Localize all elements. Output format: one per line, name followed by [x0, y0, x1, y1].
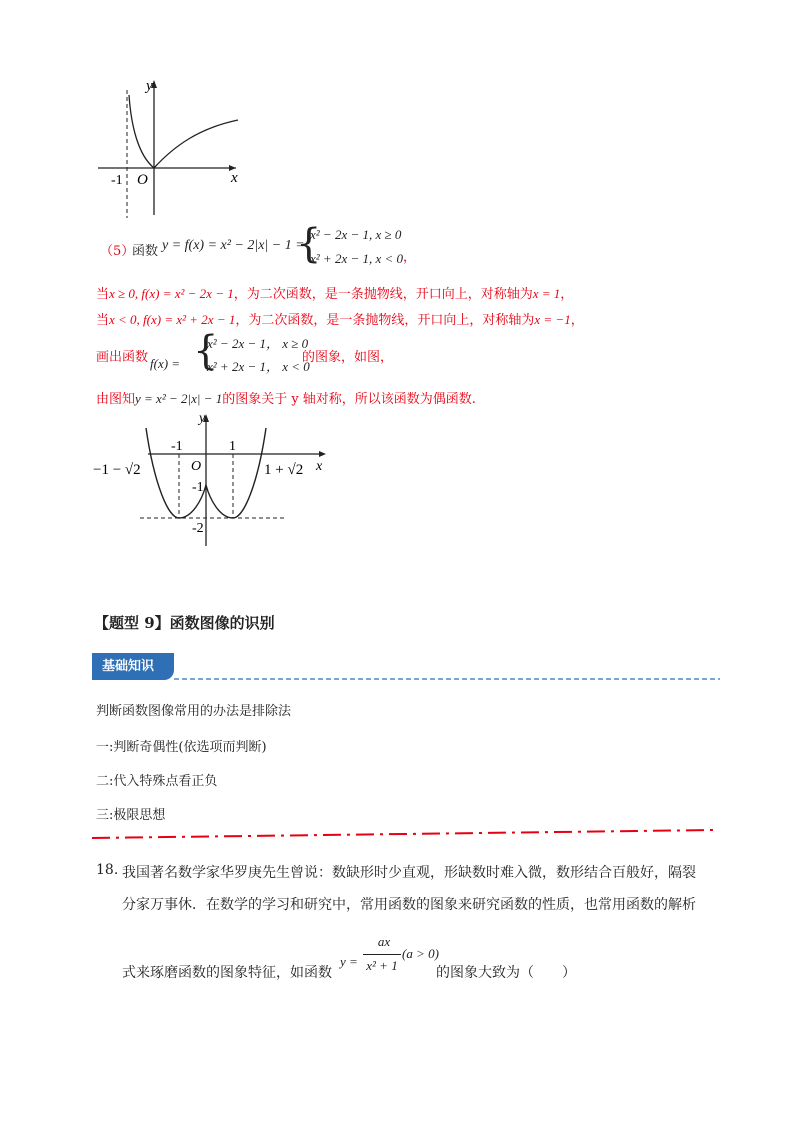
explain-line2-prefix: 当	[96, 313, 110, 328]
red-divider	[92, 828, 716, 840]
explain-line4-text: 的图象关于 y 轴对称，所以该函数为偶函数.	[222, 392, 476, 407]
item5-case2: x² + 2x − 1, x < 0	[310, 251, 404, 266]
explain-line4-math: y = x² − 2|x| − 1	[135, 391, 223, 406]
explain-line3-f: f(x) =	[150, 356, 181, 371]
curve-left-branch	[129, 95, 154, 168]
explain-line4-prefix: 由图知	[96, 392, 136, 407]
explain-line2-math: x < 0, f(x) = x² + 2x − 1	[109, 312, 236, 327]
graph2-origin-label: O	[191, 459, 202, 474]
item5-number: （5）	[100, 244, 135, 259]
explain-line2-text: ，为二次函数，是一条抛物线，开口向上，对称轴为	[235, 313, 535, 328]
explain-line3-suffix: 的图象，如图，	[302, 350, 394, 365]
graph2-x-axis-arrow-icon	[319, 451, 326, 457]
item5-end-comma: ，	[403, 250, 417, 265]
knowledge-item-2: 二:代入特殊点看正负	[96, 774, 218, 789]
question-line-1: 我国著名数学家华罗庚先生曾说：数缺形时少直观，形缺数时难入微，数形结合百般好，隔裂	[122, 865, 696, 881]
item5-expr: y = f(x) = x² − 2|x| − 1 =	[162, 238, 305, 253]
question-frac-lhs: y =	[340, 954, 358, 969]
graph2-right-root-label: 1 + √2	[264, 462, 304, 478]
knowledge-item-3: 三:极限思想	[96, 808, 166, 823]
graph2-y-label: y	[199, 411, 206, 426]
explain-line3-brace: {	[193, 328, 219, 374]
graph-2	[88, 408, 338, 548]
graph1-neg-one-label: -1	[111, 173, 123, 188]
explain-line1-end: ，	[560, 287, 574, 302]
explain-line3-case1: x² − 2x − 1， x ≥ 0	[207, 336, 309, 351]
graph1-y-label: y	[146, 78, 153, 94]
item5-brace: {	[296, 221, 322, 267]
explain-line1-axis: x = 1	[532, 286, 561, 301]
graph1-origin-label: O	[137, 172, 148, 188]
explain-line-1	[96, 283, 573, 302]
question-frac-num: ax	[377, 934, 391, 949]
graph1-x-label: x	[231, 170, 238, 186]
question-line-3-suffix: 的图象大致为（ ）	[436, 965, 576, 981]
badge-divider	[174, 676, 720, 682]
explain-line3-case2: x² + 2x − 1， x < 0	[207, 359, 310, 374]
section-heading: 【题型 9】函数图像的识别	[94, 614, 275, 632]
explain-line2-end: ，	[570, 313, 584, 328]
knowledge-badge: 基础知识	[92, 653, 174, 680]
question-line-2: 分家万事休．在数学的学习和研究中，常用函数的图象来研究函数的性质，也常用函数的解析	[122, 897, 696, 913]
explain-line1-text: ，为二次函数，是一条抛物线，开口向上，对称轴为	[233, 287, 533, 302]
explain-line2-axis: x = −1	[534, 312, 571, 327]
explain-line1-prefix: 当	[96, 287, 110, 302]
curve-right-branch	[154, 120, 238, 168]
graph2-y-neg-two-label: -2	[192, 521, 204, 536]
question-frac-bar	[363, 954, 401, 955]
question-frac-cond: (a > 0)	[402, 946, 439, 961]
knowledge-item-1: 一:判断奇偶性(依选项而判断)	[96, 740, 267, 755]
red-divider-line	[92, 830, 714, 838]
item5-func-word: 函数	[132, 244, 159, 259]
graph2-x-label: x	[316, 459, 323, 474]
explain-line-2	[96, 309, 584, 328]
explain-line1-math: x ≥ 0, f(x) = x² − 2x − 1	[109, 286, 234, 301]
item5-case1: x² − 2x − 1, x ≥ 0	[310, 227, 402, 242]
question-line-3-prefix: 式来琢磨函数的图象特征，如函数	[122, 965, 332, 981]
explain-line3-prefix: 画出函数	[96, 350, 149, 365]
graph2-left-root-label: −1 − √2	[93, 462, 141, 478]
graph2-y-neg-one-label: -1	[192, 480, 204, 495]
knowledge-intro: 判断函数图像常用的办法是排除法	[96, 704, 292, 719]
graph2-one-label: 1	[229, 439, 236, 454]
question-number: 18.	[96, 862, 119, 878]
question-frac-den: x² + 1	[366, 958, 398, 973]
graph-1	[90, 70, 260, 220]
explain-line-4	[96, 388, 476, 407]
graph2-neg-one-label: -1	[171, 439, 183, 454]
